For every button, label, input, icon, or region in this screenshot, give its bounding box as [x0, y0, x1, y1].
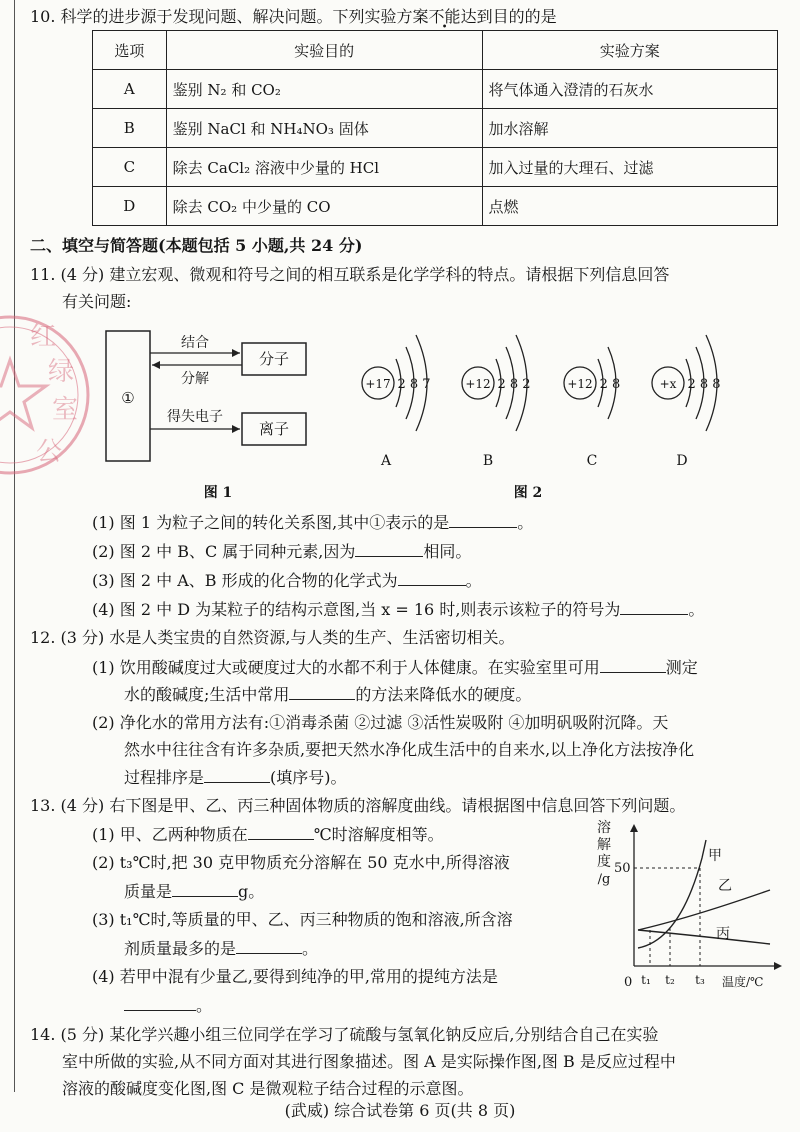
q13-stem: 13. (4 分) 右下图是甲、乙、丙三种固体物质的溶解度曲线。请根据图中信息回答下列问题。: [30, 796, 686, 815]
q13-part4: (4) 若甲中混有少量乙,要得到纯净的甲,常用的提纯方法是: [92, 967, 498, 986]
header-option: 选项: [93, 31, 167, 70]
q10-table: [92, 30, 778, 226]
q11-part2: (2) 图 2 中 B、C 属于同种元素,因为 相同。: [92, 542, 472, 561]
q13-part2-line2: 质量是 g。: [124, 882, 265, 901]
purpose-c: 除去 CaCl₂ 溶液中少量的 HCl: [166, 148, 482, 187]
ylabel-char: 度: [597, 854, 611, 870]
gain-lose-label: 得失电子: [167, 409, 223, 425]
label-jia: 甲: [708, 848, 722, 864]
q12-part2-line1: (2) 净化水的常用方法有:①消毒杀菌 ②过滤 ③活性炭吸附 ④加明矾吸附沉降。天: [92, 713, 669, 732]
page-footer: (武威) 综合试卷第 6 页(共 8 页): [284, 1101, 516, 1120]
option-c: C: [93, 148, 167, 187]
svg-text:+x: +x: [659, 377, 677, 391]
svg-text:室: 室: [52, 395, 79, 425]
option-d: D: [93, 187, 167, 226]
solubility-graph: [590, 818, 790, 994]
table-header-row: [93, 31, 778, 70]
ion-arrowhead: [232, 425, 240, 433]
atom-b-label: B: [482, 453, 494, 469]
fig1-caption: 图 1: [203, 485, 233, 501]
answer-blank[interactable]: [398, 569, 466, 586]
answer-blank[interactable]: [204, 766, 270, 783]
answer-blank[interactable]: [236, 937, 302, 954]
tick-t1: t₁: [641, 973, 651, 987]
svg-text:+17: +17: [365, 377, 391, 391]
svg-text:绿: 绿: [48, 357, 75, 387]
atom-c: [564, 347, 620, 469]
fig2-caption: 图 2: [513, 485, 543, 501]
table-row: [93, 187, 778, 226]
svg-text:+12: +12: [465, 377, 491, 391]
tick-t2: t₂: [665, 973, 675, 987]
ylabel-char: 溶: [597, 820, 611, 836]
answer-blank[interactable]: [124, 994, 196, 1011]
combine-label: 结合: [181, 335, 209, 351]
origin-label: 0: [624, 975, 633, 990]
svg-text:红: 红: [30, 322, 57, 352]
q13-part2-line1: (2) t₃℃时,把 30 克甲物质充分溶解在 50 克水中,所得溶液: [92, 853, 510, 872]
purpose-a: 鉴别 N₂ 和 CO₂: [166, 70, 482, 109]
answer-blank[interactable]: [600, 656, 666, 673]
purpose-d: 除去 CO₂ 中少量的 CO: [166, 187, 482, 226]
q14-line1: 14. (5 分) 某化学兴趣小组三位同学在学习了硫酸与氢氧化钠反应后,分别结合自己在实验: [30, 1025, 659, 1044]
svg-text:+12: +12: [567, 377, 593, 391]
q12-stem: 12. (3 分) 水是人类宝贵的自然资源,与人类的生产、生活密切相关。: [30, 628, 515, 647]
ylabel-char: /g: [597, 872, 611, 887]
answer-blank[interactable]: [355, 540, 423, 557]
fig1-molecule-label: 分子: [258, 350, 290, 368]
method-d: 点燃: [482, 187, 777, 226]
option-a: A: [93, 70, 167, 109]
q12-part1-line1: (1) 饮用酸碱度过大或硬度过大的水都不利于人体健康。在实验室里可用 测定: [92, 658, 698, 677]
svg-text:2 8 7: 2 8 7: [397, 377, 431, 392]
table-row: [93, 109, 778, 148]
atom-a: [362, 335, 431, 469]
q10-stem: 10. 科学的进步源于发现问题、解决问题。下列实验方案不能达到目的的是: [30, 7, 557, 26]
svg-text:2 8 8: 2 8 8: [687, 377, 721, 392]
answer-blank[interactable]: [289, 683, 355, 700]
label-yi: 乙: [718, 878, 732, 894]
xlabel: 温度/℃: [722, 975, 764, 989]
q11-part4: (4) 图 2 中 D 为某粒子的结构示意图,当 x = 16 时,则表示该粒子的符号为 。: [92, 600, 705, 619]
purpose-b: 鉴别 NaCl 和 NH₄NO₃ 固体: [166, 109, 482, 148]
q12-part2-line2: 然水中往往含有许多杂质,要把天然水净化成生活中的自来水,以上净化方法按净化: [124, 740, 695, 759]
x-axis-arrow: [774, 962, 782, 970]
answer-blank[interactable]: [172, 880, 238, 897]
q14-line2: 室中所做的实验,从不同方面对其进行图象描述。图 A 是实际操作图,图 B 是反应过程中: [62, 1052, 676, 1071]
q13-part3-line2: 剂质量最多的是 。: [124, 939, 319, 958]
q13-part3-line1: (3) t₁℃时,等质量的甲、乙、丙三种物质的饱和溶液,所含溶: [92, 910, 513, 929]
q11-part1: (1) 图 1 为粒子之间的转化关系图,其中①表示的是 。: [92, 513, 534, 532]
curve-yi: [638, 890, 770, 930]
method-b: 加水溶解: [482, 109, 777, 148]
answer-blank[interactable]: [620, 598, 688, 615]
method-c: 加入过量的大理石、过滤: [482, 148, 777, 187]
figure-1: [100, 325, 330, 505]
q11-stem-line1: 11. (4 分) 建立宏观、微观和符号之间的相互联系是化学学科的特点。请根据下列信息回答: [30, 265, 670, 284]
label-bing: 丙: [716, 926, 730, 942]
q14-line3: 溶液的酸碱度变化图,图 C 是微观粒子结合过程的示意图。: [62, 1079, 474, 1098]
curve-bing: [638, 930, 770, 944]
q12-part1-line2: 水的酸碱度;生活中常用 的方法来降低水的硬度。: [124, 685, 532, 704]
fig1-circle-label: ①: [121, 389, 135, 407]
header-purpose: 实验目的: [166, 31, 482, 70]
q11-stem-line2: 有关问题:: [62, 292, 132, 311]
decompose-arrowhead: [152, 361, 160, 369]
svg-text:2 8: 2 8: [599, 377, 621, 392]
official-stamp: [0, 300, 90, 490]
atom-d: [652, 335, 721, 469]
table-row: [93, 148, 778, 187]
header-method: 实验方案: [482, 31, 777, 70]
section-heading: 二、填空与简答题(本题包括 5 小题,共 24 分): [30, 236, 363, 255]
method-a: 将气体通入澄清的石灰水: [482, 70, 777, 109]
fig1-ion-label: 离子: [258, 420, 290, 438]
q13-part4-answer: 。: [124, 994, 212, 1017]
answer-blank[interactable]: [449, 511, 517, 528]
atom-a-label: A: [380, 453, 392, 469]
figure-2: [350, 325, 750, 505]
q11-part3: (3) 图 2 中 A、B 形成的化合物的化学式为 。: [92, 571, 482, 590]
tick-t3: t₃: [695, 973, 705, 987]
svg-text:公: 公: [36, 437, 63, 467]
combine-arrowhead: [232, 349, 240, 357]
atom-b: [462, 335, 531, 469]
option-b: B: [93, 109, 167, 148]
atom-d-label: D: [676, 453, 688, 469]
decompose-label: 分解: [181, 371, 209, 387]
y-axis-arrow: [630, 824, 638, 832]
svg-text:2 8 2: 2 8 2: [497, 377, 531, 392]
answer-blank[interactable]: [248, 823, 314, 840]
q12-part2-line3: 过程排序是 (填序号)。: [124, 768, 347, 787]
ylabel-char: 解: [597, 837, 611, 853]
table-row: [93, 70, 778, 109]
left-margin-rule: [14, 0, 15, 1092]
atom-c-label: C: [586, 453, 598, 469]
y-tick-50: 50: [614, 861, 631, 876]
q13-part1: (1) 甲、乙两种物质在 ℃时溶解度相等。: [92, 825, 444, 844]
curve-jia: [638, 840, 706, 948]
